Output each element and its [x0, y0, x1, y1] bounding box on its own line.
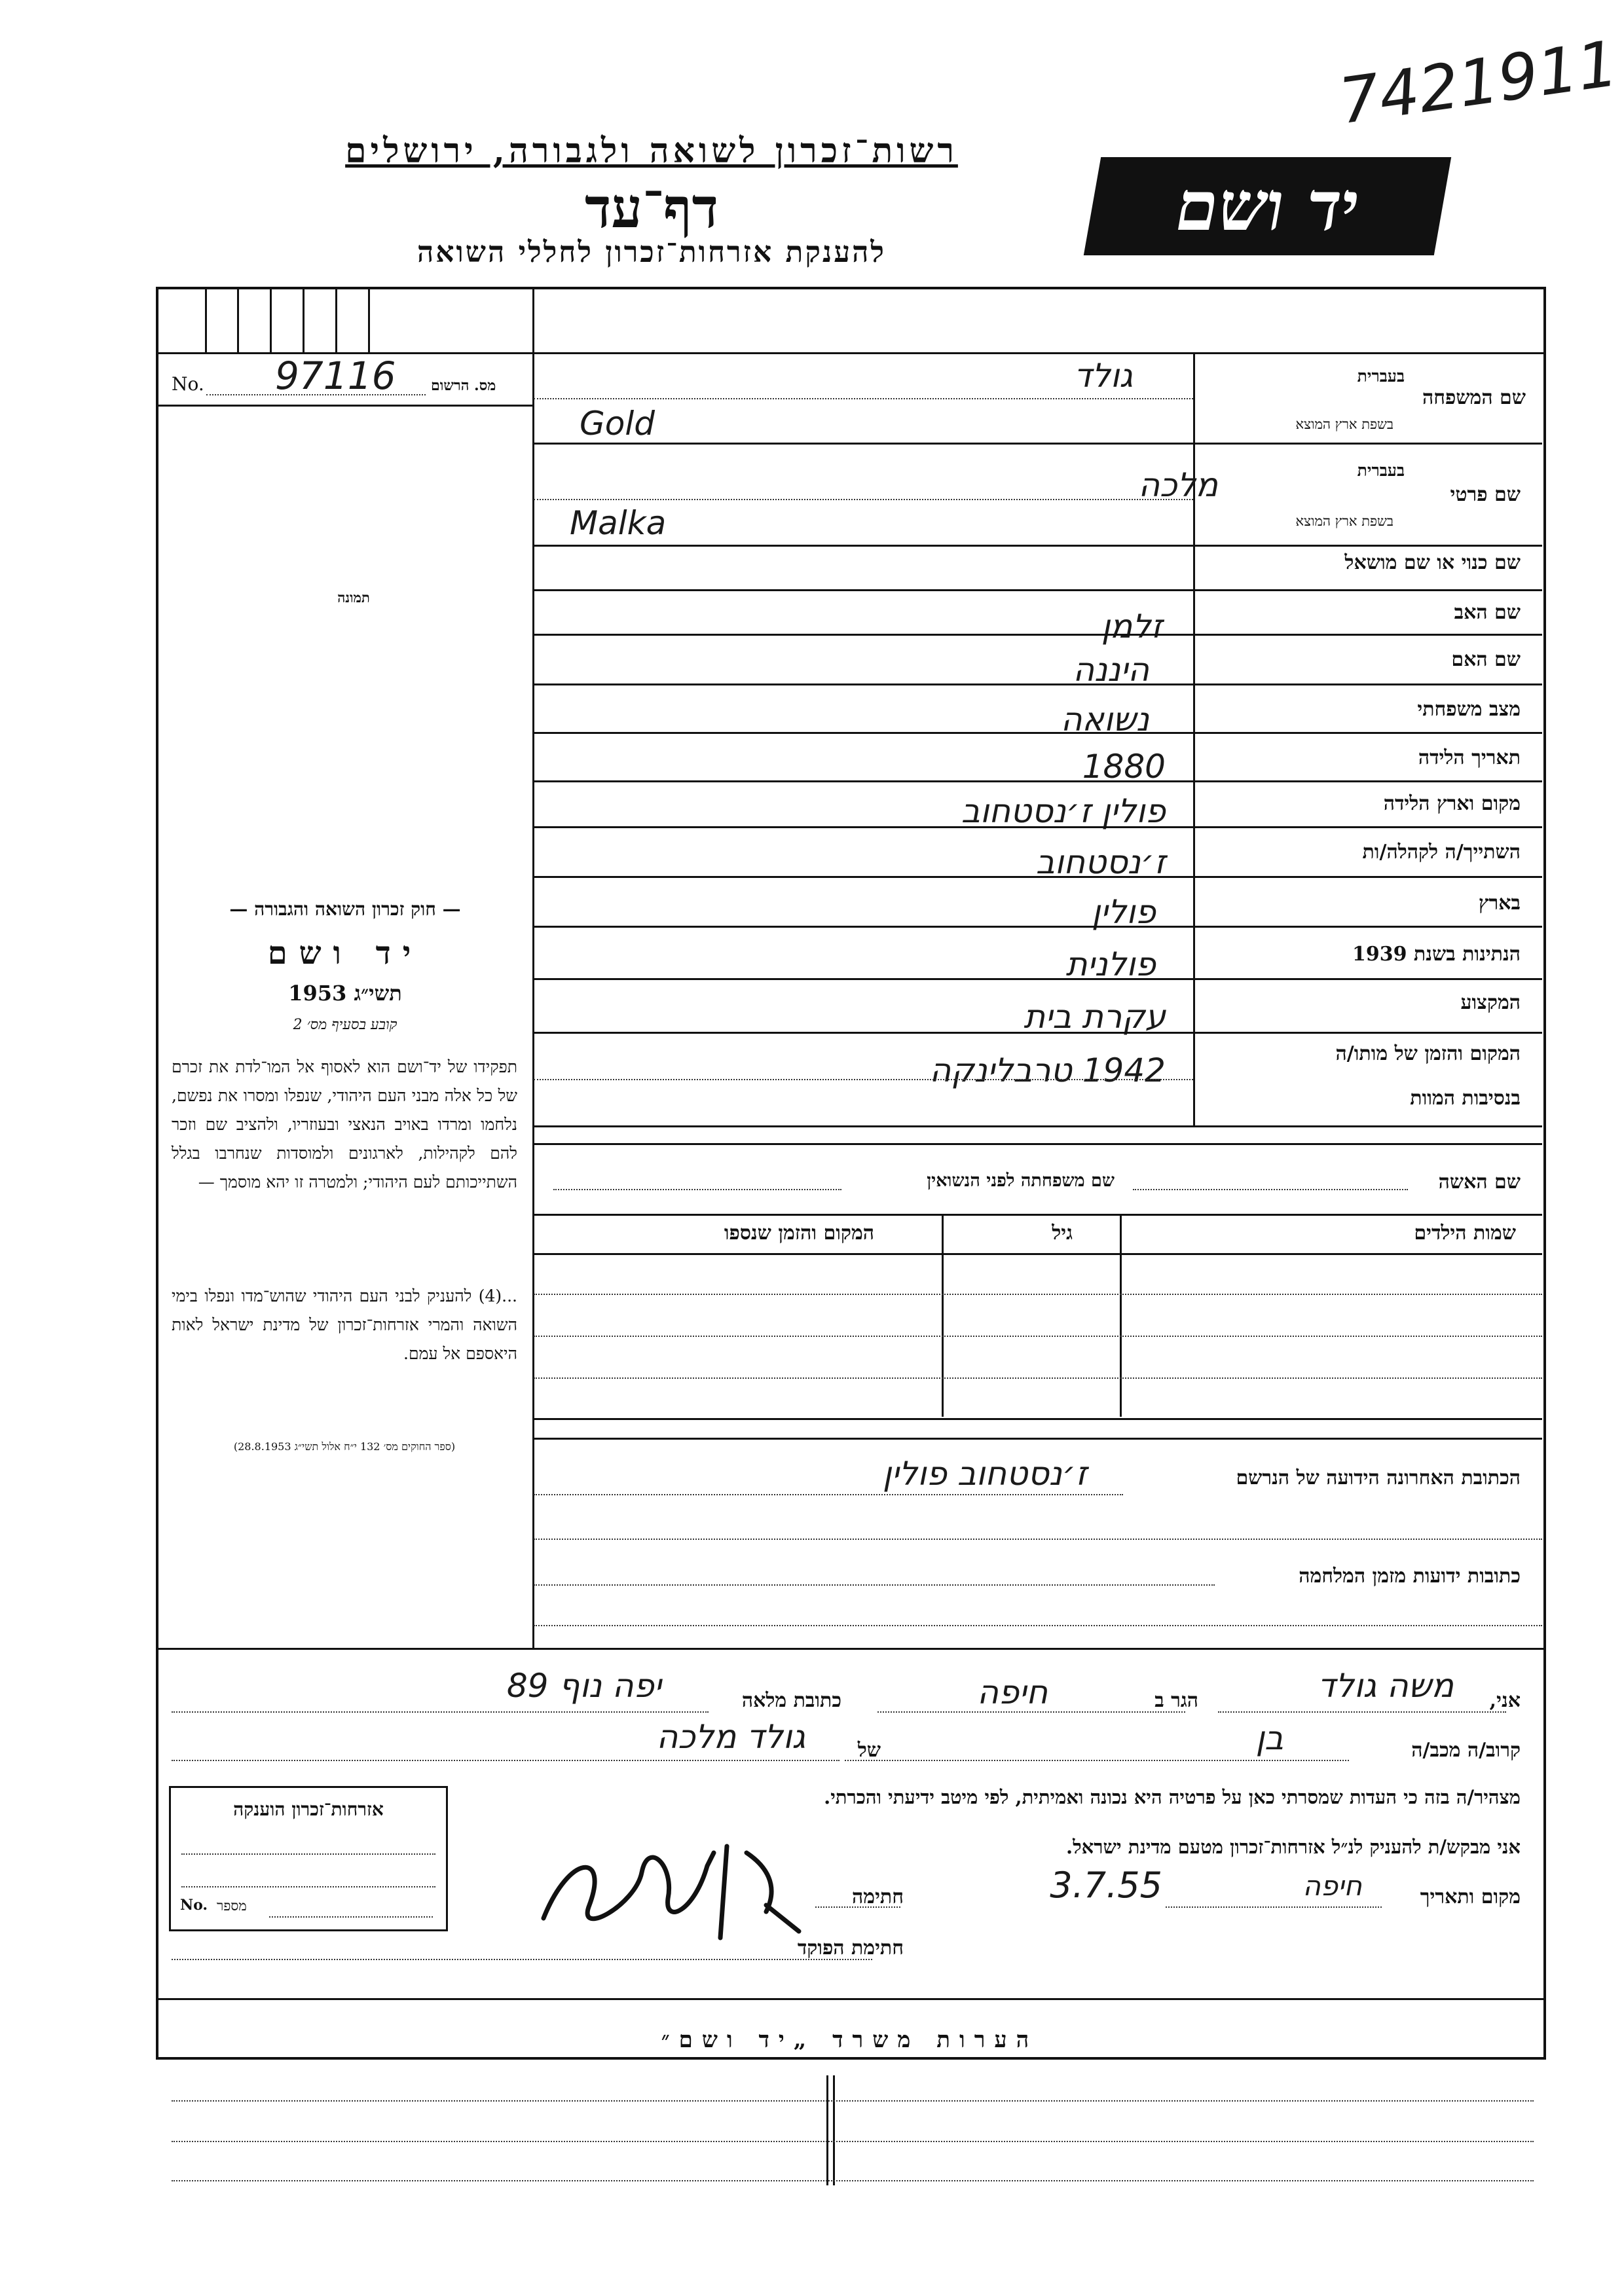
registration-no-label: No. — [172, 373, 204, 395]
birth-place: פולין ז׳נסטחוב — [961, 792, 1166, 830]
family-name-hebrew: גולד — [1074, 357, 1133, 395]
declarant-signature — [530, 1827, 819, 1951]
declarant-address: יפה נוף 89 — [506, 1667, 661, 1705]
citizenship-granted-box — [169, 1786, 448, 1931]
law-clause: קובע בסעיף מס׳ 2 — [293, 1017, 397, 1033]
children-age-header: גיל — [1052, 1222, 1073, 1245]
country: פולין — [1091, 893, 1156, 931]
of-label: של — [857, 1739, 881, 1762]
registration-number: 97116 — [275, 354, 396, 398]
children-names-header: שמות הילדים — [1414, 1222, 1516, 1245]
sign-date: 3.7.55 — [1050, 1865, 1162, 1906]
sign-place: חיפה — [1302, 1870, 1362, 1902]
relation: בן — [1255, 1719, 1283, 1757]
registration-label: מס. הרשום — [431, 377, 496, 394]
full-address-label: כתובת מלאה — [741, 1689, 841, 1712]
relative-label: קרוב/ה מכב/ה — [1411, 1739, 1521, 1762]
place-date-label: מקום ותאריך — [1420, 1886, 1521, 1908]
family-name-hebrew-sublabel: בעברית — [1357, 367, 1405, 386]
officer-signature-label: חתימת הפוקד — [797, 1937, 904, 1959]
maiden-name-label: שם משפחתה לפני הנשואין — [927, 1171, 1115, 1191]
declarant-name: משה גולד — [1318, 1667, 1454, 1705]
law-paragraph-1: תפקידו של יד־ושם הוא לאסוף אל המו־לדת את זכרם של כל אלה מבני העם היהודי, שנפלו ומסרו את נפשם, נלחמו ומרדו באויב הנאצי ובעוזריו, ולהציב שם וזכר להם לקהילות, לארגונים ולמוסדות שנחרבו בגלל השתייכותם לעם היהודי; ולמטרה זו יהא מוסמך — — [172, 1057, 517, 1192]
children-death-header: המקום והזמן שנספו — [724, 1222, 874, 1245]
marital-status: נשואה — [1060, 701, 1149, 738]
first-name-hebrew-sublabel: בעברית — [1357, 461, 1405, 480]
family-name-origin-sublabel: בשפת ארץ המוצא — [1295, 416, 1393, 432]
father-name: זלמן — [1101, 608, 1162, 646]
profession: עקרת בית — [1024, 998, 1166, 1036]
last-address-label: הכתובת האחרונה הידועה של הנרשם — [1236, 1467, 1521, 1489]
death-place-time: 1942 טרבלינקה — [929, 1051, 1166, 1089]
citizenship-1939: פולנית — [1065, 945, 1156, 983]
first-name-hebrew: מלכה — [1138, 466, 1218, 504]
law-citation: (ספר החוקים מס׳ 132 י״ח אלול תשי״ג 28.8.1953) — [233, 1440, 456, 1453]
profession-label: המקצוע — [1460, 991, 1521, 1014]
form-title: דף־עד — [584, 175, 718, 240]
declarant-city: חיפה — [977, 1673, 1048, 1711]
citizenship-granted-title: אזרחות־זכרון הוענקה — [233, 1798, 384, 1820]
photo-label: תמונה — [337, 589, 370, 606]
form-subtitle: להענקת אזרחות־זכרון לחללי השואה — [416, 236, 886, 269]
death-circumstances-label: בנסיבות המוות — [1410, 1087, 1521, 1110]
country-label: בארץ — [1478, 892, 1521, 915]
marital-status-label: מצב משפחתי — [1417, 698, 1521, 721]
death-place-time-label: המקום והזמן של מותו/ה — [1335, 1042, 1521, 1065]
birth-date-label: תאריך הלידה — [1418, 746, 1521, 769]
citizenship-number-label: מספר — [217, 1898, 247, 1914]
law-paragraph-2: ...(4) להעניק לבני העם היהודי שהוש־מדו ונפלו בימי השואה והמרי אזרחות־זכרון של מדינת ישראל לאות היאספם אל עמם. — [172, 1286, 517, 1363]
declarant-i-label: אני, — [1489, 1689, 1521, 1712]
mother-name: היננה — [1073, 651, 1149, 689]
birth-date: 1880 — [1082, 748, 1166, 786]
declaration-statement: מצהיר/ה בזה כי העדות שמסרתי כאן על פרטיה היא נכונה ואמיתית, לפי מיטב ידיעתי והכרתי. — [824, 1786, 1521, 1808]
yad-vashem-logo: יד ושם — [1084, 157, 1451, 255]
family-name-origin: Gold — [580, 405, 655, 443]
citizenship-no-label: No. — [180, 1897, 208, 1914]
archive-number: 7421911 — [1335, 26, 1623, 139]
father-name-label: שם האב — [1454, 601, 1521, 624]
first-name-origin-sublabel: בשפת ארץ המוצא — [1295, 513, 1393, 529]
wife-name-label: שם האשה — [1438, 1171, 1521, 1194]
first-name-label: שם פרטי — [1450, 483, 1521, 506]
family-name-label: שם המשפחה — [1422, 386, 1526, 409]
law-title: — חוק זכרון השואה והגבורה — — [229, 898, 461, 920]
nickname-label: שם כנוי או שם מושאל — [1344, 551, 1521, 574]
citizenship-1939-label: הנתינות בשנת 1939 — [1352, 943, 1521, 966]
community-label: השתייך/ה לקהלה/ות — [1362, 841, 1521, 864]
relative-of-name: גולד מלכה — [656, 1718, 805, 1756]
first-name-origin: Malka — [570, 504, 667, 542]
law-name: יד ושם — [267, 935, 423, 972]
last-address: ז׳נסטחוב פולין — [882, 1455, 1087, 1493]
birth-place-label: מקום וארץ הלידה — [1383, 792, 1521, 815]
community: ז׳נסטחוב — [1035, 843, 1166, 881]
request-statement: אני מבקש/ת להעניק לנ״ל אזרחות־זכרון מטעם מדינת ישראל. — [1066, 1836, 1521, 1858]
office-notes-title: הערות משרד „יד ושם״ — [661, 2027, 1039, 2053]
declarant-resident-label: הגר ב — [1154, 1689, 1198, 1712]
authority-name: רשות־זכרון לשואה ולגבורה, ירושלים — [345, 131, 958, 171]
wartime-address-label: כתובות ידועות מזמן המלחמה — [1299, 1565, 1521, 1588]
mother-name-label: שם האם — [1451, 648, 1521, 671]
signature-label: חתימה — [852, 1886, 904, 1908]
law-year: תשי״ג 1953 — [288, 981, 402, 1006]
